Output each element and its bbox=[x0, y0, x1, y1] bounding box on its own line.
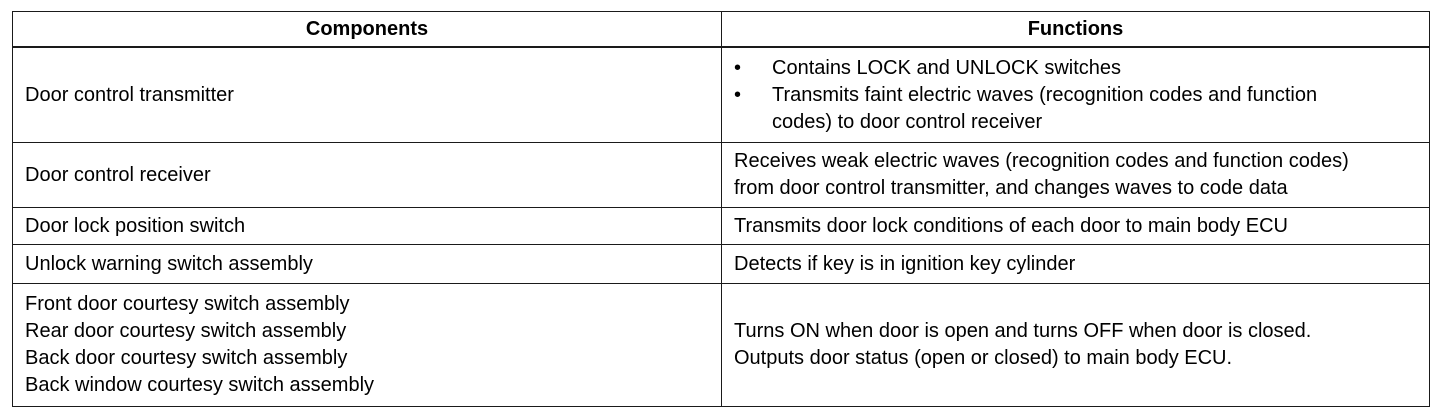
component-cell bbox=[13, 143, 722, 208]
component-cell bbox=[13, 208, 722, 245]
function-text: Transmits door lock conditions of each door to main body ECU bbox=[734, 214, 1288, 237]
table-row bbox=[13, 143, 1430, 208]
function-cell bbox=[722, 47, 1430, 143]
components-functions-table bbox=[12, 11, 1430, 407]
function-text: Turns ON when door is open and turns OFF when door is closed. bbox=[734, 320, 1312, 342]
function-text: from door control transmitter, and changes waves to code data bbox=[734, 177, 1288, 199]
bullet-item bbox=[734, 82, 1417, 136]
component-name: Back window courtesy switch assembly bbox=[25, 374, 375, 396]
function-text: Detects if key is in ignition key cylinder bbox=[734, 252, 1076, 275]
header-functions: Functions bbox=[722, 12, 1430, 48]
bullet-item bbox=[734, 55, 1417, 82]
table-row bbox=[13, 245, 1430, 284]
bullet-icon: • bbox=[734, 83, 742, 106]
function-text: Transmits faint electric waves (recognition codes and function bbox=[772, 83, 1318, 106]
component-name: Door lock position switch bbox=[25, 214, 246, 237]
header-row bbox=[13, 12, 1430, 48]
bullet-icon: • bbox=[734, 56, 742, 79]
function-cell bbox=[722, 208, 1430, 245]
component-cell bbox=[13, 47, 722, 143]
component-name: Unlock warning switch assembly bbox=[25, 252, 313, 275]
function-cell bbox=[722, 284, 1430, 407]
function-cell bbox=[722, 143, 1430, 208]
component-name: Rear door courtesy switch assembly bbox=[25, 320, 347, 342]
component-cell bbox=[13, 245, 722, 284]
function-bullet-list bbox=[734, 55, 1417, 136]
table-row bbox=[13, 47, 1430, 143]
component-name: Front door courtesy switch assembly bbox=[25, 293, 350, 315]
function-text: codes) to door control receiver bbox=[772, 110, 1043, 133]
function-text: Receives weak electric waves (recognition codes and function codes) bbox=[734, 150, 1349, 172]
table-row bbox=[13, 208, 1430, 245]
function-cell bbox=[722, 245, 1430, 284]
component-name: Door control transmitter bbox=[25, 83, 234, 106]
table-row bbox=[13, 284, 1430, 407]
header-components: Components bbox=[13, 12, 722, 48]
component-name: Door control receiver bbox=[25, 163, 211, 186]
function-text: Outputs door status (open or closed) to main body ECU. bbox=[734, 347, 1233, 369]
component-cell bbox=[13, 284, 722, 407]
component-name: Back door courtesy switch assembly bbox=[25, 347, 348, 369]
function-text: Contains LOCK and UNLOCK switches bbox=[772, 56, 1122, 79]
